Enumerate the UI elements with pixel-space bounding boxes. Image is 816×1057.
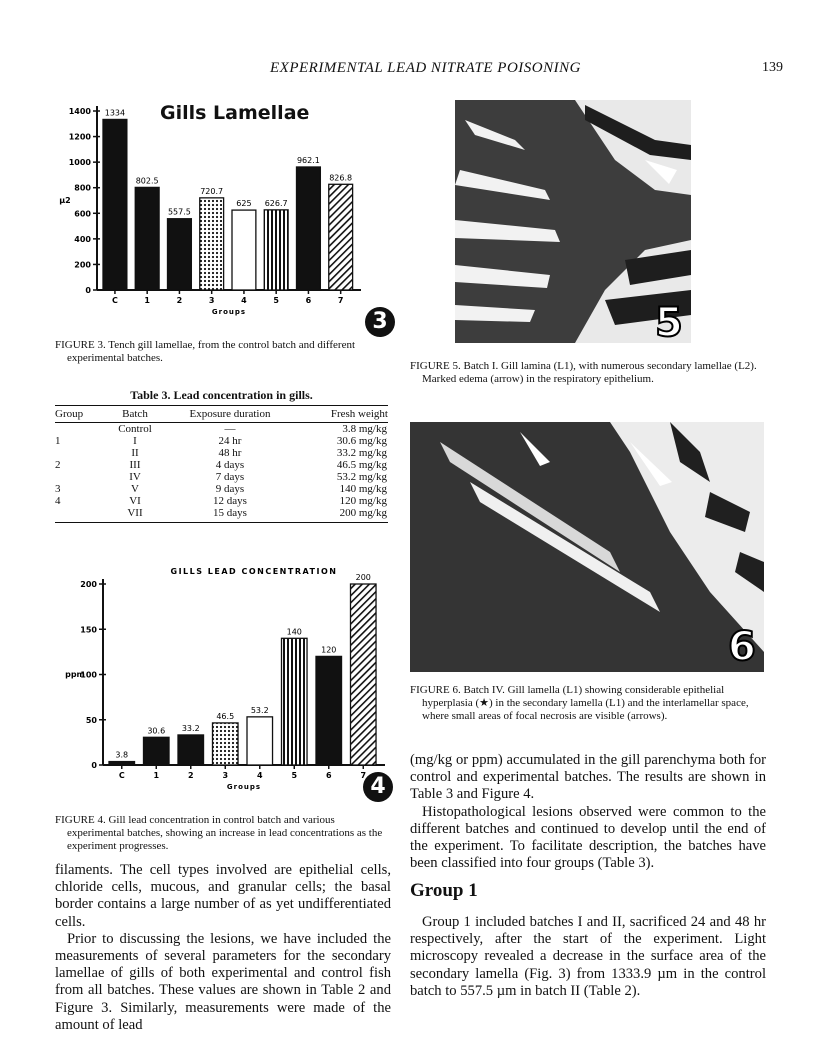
table-3-row (55, 483, 388, 495)
figure-3-x-axis-label: Groups (211, 308, 247, 316)
figure-4-chart (55, 565, 395, 797)
figure-4-y-tick-label: 100 (80, 670, 97, 680)
figure-4-x-tick-label: 4 (256, 771, 263, 780)
table-3-cell-group: 4 (55, 495, 61, 507)
figure-3-bar (232, 210, 256, 290)
figure-3-y-tick-label: 600 (74, 209, 91, 219)
table-3-cell-batch: VI (129, 495, 141, 507)
figure-3-bar-value-label: 802.5 (135, 176, 159, 186)
figure-3-y-tick-label: 400 (74, 234, 91, 244)
figure-3-x-tick-label: 2 (176, 296, 183, 305)
figure-3-bar-value-label: 962.1 (296, 155, 320, 165)
table-3-row (55, 471, 388, 483)
page-number: 139 (762, 60, 783, 75)
right-column-text-2 (410, 914, 766, 1000)
figure-3-bar (103, 119, 127, 290)
left-para-2: Prior to discussing the lesions, we have included the measurements of several parameters for the secondary lamellae of gills of both experimental and control fish from all batches. These values are shown in Table 2 and Figure 3. Similarly, measurements were made of the amount of lead (55, 930, 391, 1033)
table-3-row (55, 495, 388, 507)
table-3-cell-exposure: — (224, 423, 236, 435)
figure-3-bar-value-label: 625 (236, 199, 252, 209)
table-3-cell-batch: VII (127, 507, 143, 519)
figure-3-y-tick-label: 1200 (68, 132, 91, 142)
table-3-cell-weight: 200 mg/kg (339, 507, 387, 519)
figure-3-y-tick-label: 1400 (68, 107, 91, 116)
running-title: EXPERIMENTAL LEAD NITRATE POISONING (270, 60, 581, 76)
table-3-cell-batch: IV (129, 471, 141, 483)
table-3-cell-weight: 30.6 mg/kg (336, 435, 387, 447)
figure-4-bar-value-label: 3.8 (115, 750, 129, 760)
figure-3-bar (264, 210, 288, 290)
table-3-cell-exposure: 48 hr (218, 447, 242, 459)
figure-4-bar-value-label: 46.5 (216, 711, 235, 721)
table-3-cell-weight: 53.2 mg/kg (336, 471, 387, 483)
figure-4-x-tick-label: 2 (187, 771, 194, 780)
figure-3-x-tick-label: 1 (144, 296, 150, 305)
figure-3-x-tick-label: C (111, 296, 118, 305)
figure-3-x-tick-label: 5 (273, 296, 279, 305)
table-3-header-exposure: Exposure duration (165, 406, 295, 423)
figure-5-caption-label: FIGURE 5. (410, 360, 461, 372)
table-3-cell-batch: Control (118, 423, 152, 435)
figure-4-bar (213, 723, 239, 765)
table-3-cell-group (55, 423, 105, 436)
table-3-row (55, 435, 388, 447)
figure-3-chart (55, 95, 395, 325)
figure-3-y-tick-label: 1000 (68, 158, 91, 168)
figure-3-bar-value-label: 626.7 (264, 198, 288, 208)
figure-4-bar-value-label: 200 (355, 573, 371, 582)
table-3-row (55, 423, 388, 436)
table-3-cell-weight: 33.2 mg/kg (336, 447, 387, 459)
table-3-row (55, 447, 388, 459)
figure-4-bar (109, 762, 135, 765)
table-3-cell-exposure: 15 days (213, 507, 247, 519)
figure-4-x-tick-label: 1 (153, 771, 160, 780)
figure-3-y-tick-label: 0 (85, 286, 91, 295)
figure-4-bar (282, 638, 308, 765)
figure-3-x-tick-label: 6 (305, 296, 312, 305)
figure-4-bar-value-label: 140 (286, 627, 302, 637)
table-3-cell-weight: 46.5 mg/kg (336, 459, 387, 471)
table-3-cell-group (55, 447, 105, 459)
table-3-cell-exposure: 9 days (215, 483, 245, 495)
figure-4-caption (55, 814, 390, 853)
figure-6-caption-text: Batch IV. Gill lamella (L1) showing considerable epithelial hyperplasia (★) in the secondary lamella (L1) and the interlamellar space, where small areas of focal necrosis are visible (arrows). (422, 684, 749, 722)
figure-3-bar (135, 187, 159, 290)
table-3-cell-exposure: 12 days (213, 495, 247, 507)
table-3-cell-weight: 3.8 mg/kg (342, 423, 387, 435)
table-3 (55, 405, 388, 523)
figure-4-x-tick-label: 7 (360, 771, 367, 780)
table-3-cell-group: 2 (55, 459, 61, 471)
table-3-cell-batch: III (129, 459, 141, 471)
figure-5-number-label: 5 (655, 300, 683, 343)
figure-3-bar-value-label: 720.7 (200, 186, 224, 196)
right-para-2: Histopathological lesions observed were common to the different batches and continued to develop until the end of the experiment. To facilitate description, the batches have been classified into four groups (Table 3). (410, 803, 766, 872)
figure-6-caption (410, 684, 766, 723)
figure-4-x-tick-label: 6 (325, 771, 332, 780)
figure-3-caption-label: FIGURE 3. (55, 339, 106, 351)
figure-3-bar (200, 198, 224, 290)
figure-4 (55, 565, 395, 810)
right-para-3: Group 1 included batches I and II, sacrificed 24 and 48 hr respectively, after the start of the experiment. Light microscopy revealed a decrease in the surface area of the secondary lamella (Fig. 3) from 1333.9 µm in the control batch to 557.5 µm in batch II (Table 2). (410, 914, 766, 999)
figure-5-caption-text: Batch I. Gill lamina (L1), with numerous secondary lamellae (L2). Marked edema (arrow) in the respiratory epithelium. (422, 360, 757, 385)
figure-4-x-tick-label: C (118, 771, 125, 780)
figure-3-bar (297, 167, 321, 290)
table-3-row (55, 459, 388, 471)
table-3-title: Table 3. Lead concentration in gills. (130, 388, 313, 402)
figure-3-bar (329, 184, 353, 290)
figure-6-micrograph-art (410, 422, 764, 672)
figure-6-micrograph (410, 422, 764, 672)
table-3-cell-exposure: 7 days (215, 471, 245, 483)
table-3-cell-group (55, 471, 105, 483)
table-3-header-group: Group (55, 406, 105, 423)
right-para-1: (mg/kg or ppm) accumulated in the gill parenchyma both for control and experimental batches. The results are shown in Table 3 and Figure 4. (410, 752, 766, 803)
figure-6-caption-label: FIGURE 6. (410, 684, 461, 696)
figure-4-bar-value-label: 33.2 (181, 723, 200, 733)
figure-3-caption (55, 339, 393, 365)
figure-4-caption-label: FIGURE 4. (55, 814, 106, 826)
figure-4-bar-value-label: 53.2 (250, 705, 269, 715)
table-3-header-weight: Fresh weight (295, 406, 388, 423)
right-column-text (410, 752, 766, 872)
figure-3-bar-value-label: 826.8 (329, 173, 353, 183)
section-heading-group-1: Group 1 (410, 880, 478, 901)
table-3-cell-batch: I (133, 435, 137, 447)
figure-3-number-badge: 3 (365, 307, 395, 337)
figure-4-chart-title: GILLS LEAD CONCENTRATION (170, 567, 338, 576)
figure-3-bar-value-label: 1334 (104, 108, 126, 118)
table-3-header-batch: Batch (105, 406, 165, 423)
table-3-cell-group: 1 (55, 435, 61, 447)
figure-4-bar (351, 584, 377, 765)
figure-3-bar-value-label: 557.5 (167, 207, 191, 217)
figure-4-x-axis-label: Groups (226, 783, 262, 791)
table-3-cell-weight: 140 mg/kg (339, 483, 387, 495)
figure-5-caption (410, 360, 760, 386)
figure-3-x-tick-label: 3 (208, 296, 215, 305)
figure-4-bar (316, 656, 342, 765)
figure-4-bar (144, 737, 170, 765)
figure-4-y-tick-label: 50 (85, 715, 97, 725)
figure-3-x-tick-label: 7 (337, 296, 344, 305)
figure-3-y-tick-label: 200 (74, 260, 91, 270)
figure-4-bar (178, 735, 204, 765)
table-3-row (55, 507, 388, 519)
figure-4-bar (247, 717, 273, 765)
figure-4-y-tick-label: 0 (91, 761, 97, 770)
figure-4-y-axis-label: ppm (65, 670, 85, 679)
table-3-cell-group: 3 (55, 483, 61, 495)
figure-4-x-tick-label: 3 (222, 771, 229, 780)
table-3-cell-exposure: 4 days (215, 459, 245, 471)
figure-4-bar-value-label: 30.6 (147, 726, 166, 736)
table-3-cell-exposure: 24 hr (218, 435, 242, 447)
figure-5-micrograph (455, 100, 691, 343)
table-3-cell-weight: 120 mg/kg (339, 495, 387, 507)
figure-4-x-tick-label: 5 (291, 771, 298, 780)
figure-6-number-label: 6 (728, 624, 756, 670)
table-3-cell-batch: II (131, 447, 139, 459)
table-3-header-row (55, 406, 388, 423)
left-column-text (55, 862, 391, 1034)
table-3-cell-batch: V (131, 483, 139, 495)
figure-3-x-tick-label: 4 (241, 296, 247, 305)
figure-4-y-tick-label: 150 (80, 625, 97, 635)
figure-3-y-tick-label: 800 (74, 183, 91, 193)
left-para-1: filaments. The cell types involved are epithelial cells, chloride cells, mucous, and granular cells; the basal border contains a large number of as yet undifferentiated cells. (55, 862, 391, 930)
figure-3-caption-text: Tench gill lamellae, from the control batch and different experimental batches. (67, 339, 356, 364)
figure-4-bar-value-label: 120 (321, 645, 337, 655)
figure-3-bar (168, 219, 192, 290)
figure-3-y-axis-label: µ2 (59, 196, 71, 205)
figure-4-caption-text: Gill lead concentration in control batch and various experimental batches, showing an increase in lead concentrations as the experiment progresses. (67, 814, 383, 852)
figure-4-y-tick-label: 200 (80, 580, 97, 589)
figure-3-chart-title: Gills Lamellae (160, 102, 310, 124)
figure-4-number-badge: 4 (363, 772, 393, 802)
table-3-cell-group (55, 507, 105, 519)
figure-3 (55, 95, 395, 335)
